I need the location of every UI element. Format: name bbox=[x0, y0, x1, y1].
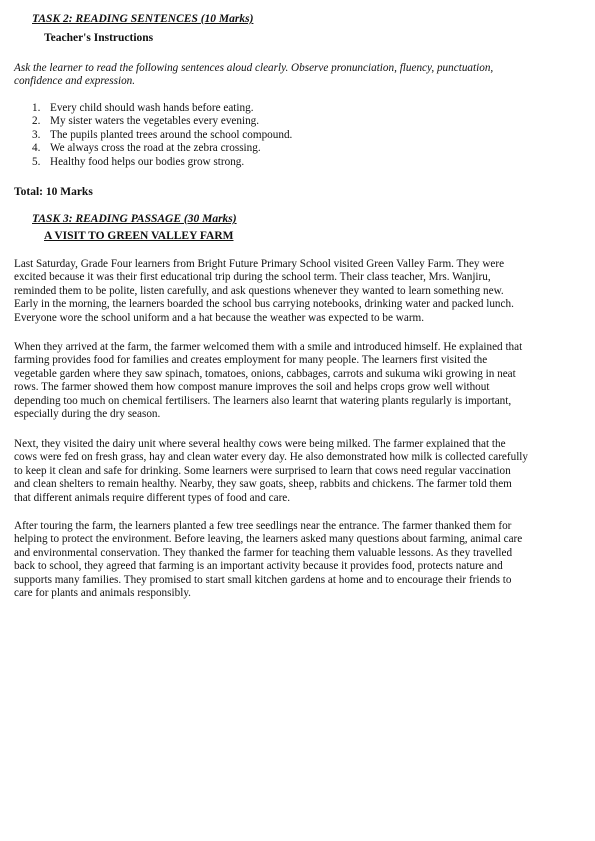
sentence-list bbox=[32, 102, 292, 169]
passage-paragraph-3 bbox=[14, 438, 580, 505]
passage-line: and clean shelters to remain healthy. Nearby, they saw goats, sheep, rabbits and chickens. The farmer told them bbox=[14, 478, 512, 491]
sentence-number: 3. bbox=[32, 128, 41, 141]
sentence-item bbox=[32, 115, 292, 128]
sentence-text: The pupils planted trees around the school compound. bbox=[50, 128, 293, 141]
passage-line: Next, they visited the dairy unit where several healthy cows were being milked. The farmer explained that the bbox=[14, 438, 506, 450]
passage-paragraph-1 bbox=[14, 258, 580, 325]
sentence-item bbox=[32, 156, 292, 169]
teacher-instructions-heading: Teacher's Instructions bbox=[44, 32, 154, 44]
passage-line: depending too much on chemical fertilisers. The learners also learnt that watering plants regularly is important, bbox=[14, 394, 512, 407]
passage-paragraph-2 bbox=[14, 341, 580, 421]
task3-title: TASK 3: READING PASSAGE (30 Marks) bbox=[32, 213, 237, 225]
sentence-text: We always cross the road at the zebra crossing. bbox=[50, 142, 261, 155]
passage-line: and environmental conservation. They thanked the farmer for teaching them valuable lessons. As they travelled bbox=[14, 546, 513, 559]
passage-line: care for plants and animals responsibly. bbox=[14, 587, 191, 600]
sentence-text: Healthy food helps our bodies grow strong. bbox=[50, 155, 245, 168]
passage-line: Everyone wore the school uniform and a hat because the weather was expected to be warm. bbox=[14, 311, 425, 324]
passage-line: especially during the dry season. bbox=[14, 408, 161, 421]
passage-line: cows were fed on fresh grass, hay and clean water every day. He also demonstrated how milk is collected carefully bbox=[14, 451, 529, 464]
sentence-number: 1. bbox=[32, 102, 41, 114]
passage-line: helping to protect the environment. Before leaving, the learners asked many questions about farming, animal care bbox=[14, 533, 523, 546]
sentence-text: Every child should wash hands before eating. bbox=[50, 102, 254, 114]
passage-line: reminded them to be polite, listen carefully, and ask questions whenever they wanted to learn something new. bbox=[14, 284, 504, 297]
passage-line: to keep it clean and safe for drinking. Some learners were surprised to learn that cows need regular vaccination bbox=[14, 464, 511, 477]
task2-title: TASK 2: READING SENTENCES (10 Marks) bbox=[32, 13, 254, 25]
passage-paragraph-4 bbox=[14, 520, 580, 600]
passage-line: excited because it was their first educational trip during the school term. Their class teacher, Mrs. Wanjiru, bbox=[14, 271, 491, 284]
passage-line: back to school, they agreed that farming is an important activity because it provides food, protects nature and bbox=[14, 560, 503, 573]
instructions-line: confidence and expression. bbox=[14, 75, 136, 88]
passage-title: A VISIT TO GREEN VALLEY FARM bbox=[44, 230, 234, 242]
passage-line: supports many families. They promised to start small kitchen gardens at home and to encourage their friends to bbox=[14, 573, 512, 586]
sentence-number: 5. bbox=[32, 155, 41, 168]
sentence-item bbox=[32, 129, 292, 142]
sentence-number: 2. bbox=[32, 115, 41, 128]
teacher-instructions bbox=[14, 62, 574, 89]
passage-line: farming provides food for families and creates employment for many people. The learners first visited the bbox=[14, 354, 488, 367]
sentence-item bbox=[32, 142, 292, 155]
task2-total: Total: 10 Marks bbox=[14, 186, 93, 198]
passage-line: vegetable garden where they saw spinach, tomatoes, onions, cabbages, carrots and sukuma wiki growing in neat bbox=[14, 367, 516, 380]
sentence-text: My sister waters the vegetables every evening. bbox=[50, 115, 260, 128]
instructions-line: Ask the learner to read the following sentences aloud clearly. Observe pronunciation, fluency, punctuation, bbox=[14, 62, 494, 74]
passage-line: Early in the morning, the learners boarded the school bus carrying notebooks, drinking water and packed lunch. bbox=[14, 298, 514, 311]
passage-line: that different animals require different types of food and care. bbox=[14, 491, 291, 504]
sentence-item bbox=[32, 102, 292, 115]
passage-line: rows. The farmer showed them how compost manure improves the soil and helps crops grow well without bbox=[14, 381, 490, 394]
sentence-number: 4. bbox=[32, 142, 41, 155]
passage-line: After touring the farm, the learners planted a few tree seedlings near the entrance. The farmer thanked them for bbox=[14, 520, 512, 532]
passage-line: Last Saturday, Grade Four learners from Bright Future Primary School visited Green Valley Farm. They were bbox=[14, 258, 505, 270]
passage-line: When they arrived at the farm, the farmer welcomed them with a smile and introduced himself. He explained that bbox=[14, 341, 523, 353]
